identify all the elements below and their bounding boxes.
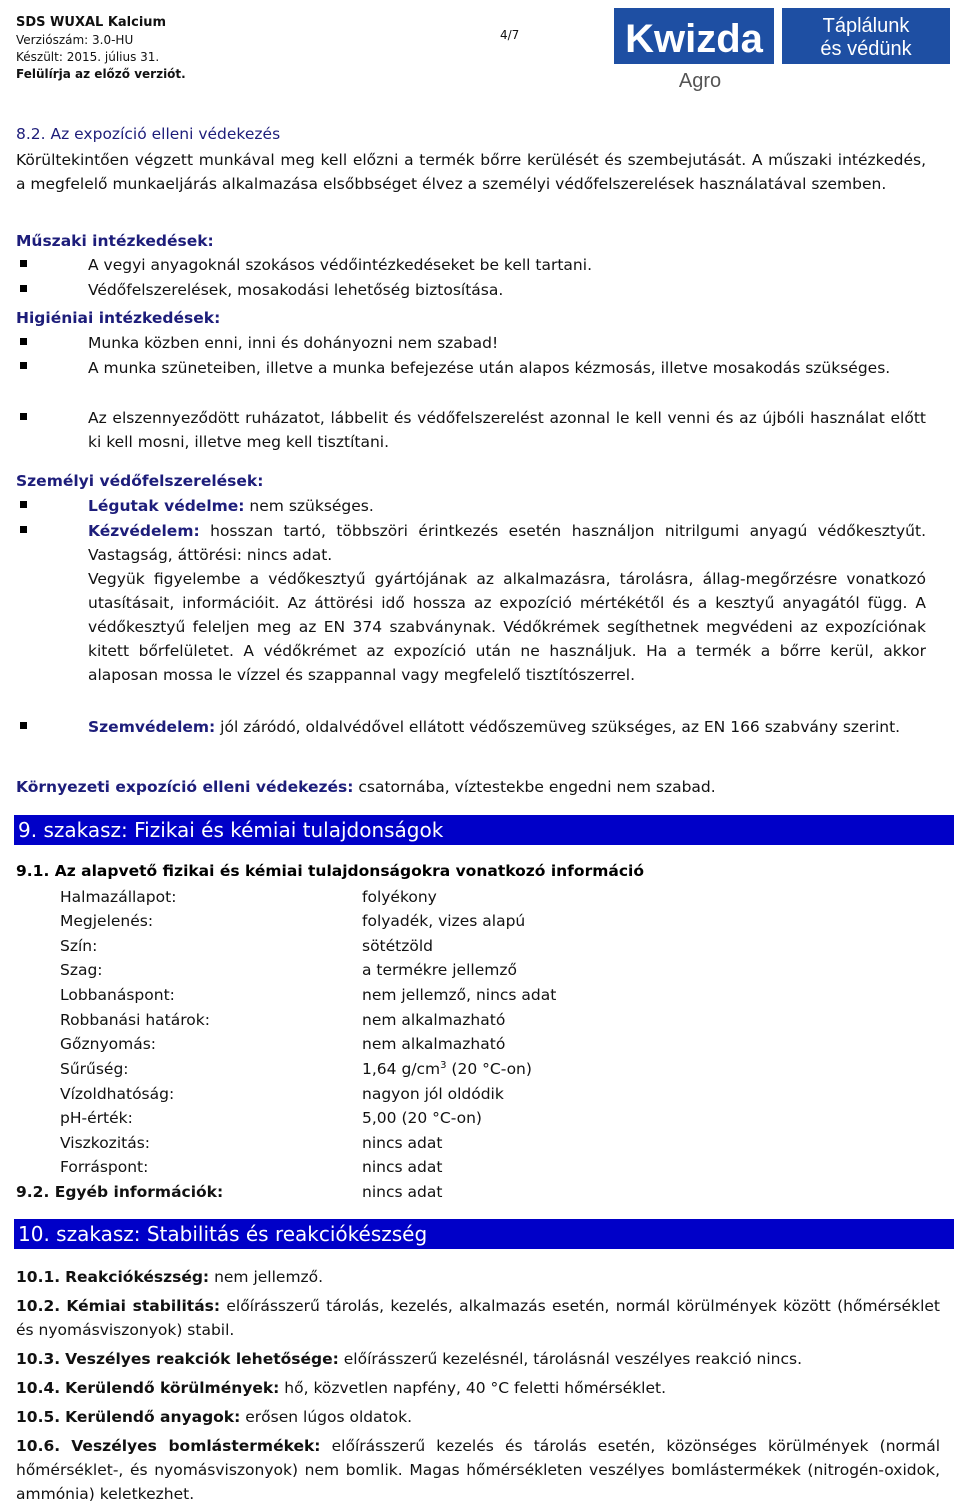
property-label: pH-érték: xyxy=(60,1109,133,1127)
property-label: Forráspont: xyxy=(60,1158,149,1176)
property-label: Gőznyomás: xyxy=(60,1035,157,1053)
technical-measure-item: Védőfelszerelések, mosakodási lehetőség biztosítása. xyxy=(88,281,504,299)
item-label: Kémiai stabilitás: xyxy=(66,1297,221,1315)
environmental-exposure xyxy=(16,775,926,799)
bullet-icon xyxy=(20,338,27,345)
section-8-2-intro: Körültekintően végzett munkával meg kell előzni a termék bőrre kerülését és szembejutását. A műszaki intézkedés, a megfelelő munkaeljárás alkalmazása elsőbbséget élvez a személyi védőfelszerelések használatával szemben. xyxy=(16,151,926,193)
section-9-header: 9. szakasz: Fizikai és kémiai tulajdonságok xyxy=(14,815,954,845)
section-10-item xyxy=(16,1376,940,1400)
item-label: Kerülendő anyagok: xyxy=(65,1408,241,1426)
property-label: Robbanási határok: xyxy=(60,1011,210,1029)
item-text: hő, közvetlen napfény, 40 °C feletti hőmérséklet. xyxy=(279,1379,667,1397)
section-8-2-title: 8.2. Az expozíció elleni védekezés xyxy=(16,125,281,143)
item-text: nem jellemző. xyxy=(209,1268,324,1286)
respiratory-text: nem szükséges. xyxy=(244,497,374,515)
document-header xyxy=(16,14,186,83)
technical-measure-item: A vegyi anyagoknál szokásos védőintézkedéseket be kell tartani. xyxy=(88,256,592,274)
hygiene-measures-title: Higiéniai intézkedések: xyxy=(16,309,221,327)
density-number: 1,64 g/cm xyxy=(362,1060,441,1078)
property-value: nincs adat xyxy=(362,1134,443,1152)
property-label: Megjelenés: xyxy=(60,912,154,930)
property-value: 5,00 (20 °C-on) xyxy=(362,1109,482,1127)
bullet-icon xyxy=(20,260,27,267)
item-number: 10.2. xyxy=(16,1297,61,1315)
property-value: sötétzöld xyxy=(362,937,434,955)
eye-label: Szemvédelem: xyxy=(88,718,216,736)
section-10-item xyxy=(16,1294,940,1342)
hygiene-item: Az elszennyeződött ruházatot, lábbelit és védőfelszerelést azonnal le kell venni és az újbóli használat előtt ki kell mosni, illetve meg kell tisztítani. xyxy=(88,409,926,451)
creation-date: Készült: 2015. július 31. xyxy=(16,50,160,64)
property-value: nincs adat xyxy=(362,1158,443,1176)
section-10-item xyxy=(16,1405,940,1429)
hand-label: Kézvédelem: xyxy=(88,522,200,540)
page-number: 4/7 xyxy=(500,28,520,42)
property-value: folyékony xyxy=(362,888,437,906)
item-label: Veszélyes bomlástermékek: xyxy=(71,1437,321,1455)
property-value: nagyon jól oldódik xyxy=(362,1085,504,1103)
other-info-label: 9.2. Egyéb információk: xyxy=(16,1183,224,1201)
property-label: Halmazállapot: xyxy=(60,888,177,906)
hygiene-item: Munka közben enni, inni és dohányozni nem szabad! xyxy=(88,334,499,352)
section-10-item xyxy=(16,1434,940,1506)
hand-protection xyxy=(88,519,926,567)
item-label: Kerülendő körülmények: xyxy=(65,1379,280,1397)
section-10-header: 10. szakasz: Stabilitás és reakciókészség xyxy=(14,1219,954,1249)
product-name: SDS WUXAL Kalcium xyxy=(16,15,167,30)
density-superscript: 3 xyxy=(440,1059,447,1071)
technical-measures-title: Műszaki intézkedések: xyxy=(16,232,214,250)
item-number: 10.5. xyxy=(16,1408,61,1426)
property-label: Sűrűség: xyxy=(60,1060,129,1078)
item-text: előírásszerű kezelésnél, tárolásnál veszélyes reakció nincs. xyxy=(338,1350,803,1368)
item-text: előírásszerű kezelés és tárolás esetén, közönséges körülmények (normál hőmérséklet-, és nyomásviszonyok) nem bomlik. Magas hőmérsékleten veszélyes bomlástermékek (nitrogén-oxidok, ammónia) keletkezhet. xyxy=(16,1437,941,1503)
supersedes-note: Felülírja az előző verziót. xyxy=(16,67,186,81)
version-number: Verziószám: 3.0-HU xyxy=(16,33,134,47)
item-label: Reakciókészség: xyxy=(65,1268,210,1286)
environmental-text: csatornába, víztestekbe engedni nem szabad. xyxy=(353,778,716,796)
section-10-item xyxy=(16,1265,940,1289)
item-number: 10.1. xyxy=(16,1268,61,1286)
logo-brand: Kwizda xyxy=(625,17,763,61)
other-info-value: nincs adat xyxy=(362,1183,443,1201)
kwizda-agro-logo xyxy=(614,8,950,98)
property-value: a termékre jellemző xyxy=(362,961,517,979)
item-text: erősen lúgos oldatok. xyxy=(240,1408,413,1426)
property-label: Szag: xyxy=(60,961,103,979)
bullet-icon xyxy=(20,285,27,292)
density-temperature: (20 °C-on) xyxy=(446,1060,532,1078)
respiratory-label: Légutak védelme: xyxy=(88,497,245,515)
hygiene-item: A munka szüneteiben, illetve a munka befejezése után alapos kézmosás, illetve mosakodás szükséges. xyxy=(88,359,891,377)
bullet-icon xyxy=(20,362,27,369)
item-number: 10.3. xyxy=(16,1350,61,1368)
item-label: Veszélyes reakciók lehetősége: xyxy=(65,1350,339,1368)
property-value: nem alkalmazható xyxy=(362,1035,506,1053)
section-9-1-title: 9.1. Az alapvető fizikai és kémiai tulajdonságokra vonatkozó információ xyxy=(16,862,644,880)
density-value xyxy=(362,1057,532,1081)
item-text: előírásszerű tárolás, kezelés, alkalmazás esetén, normál körülmények között (hőmérséklet és nyomásviszonyok) stabil. xyxy=(16,1297,940,1339)
eye-text: jól záródó, oldalvédővel ellátott védőszemüveg szükséges, az EN 166 szabvány szerint. xyxy=(215,718,901,736)
logo-tagline-1: Táplálunk xyxy=(822,15,910,37)
hand-protection-details: Vegyük figyelembe a védőkesztyű gyártójának az alkalmazásra, tárolásra, állag-megőrzésre vonatkozó utasításait, információit. Az áttörési idő hossza az expozíció mértékétől és a kesztyű anyagától függ. A védőkesztyű feleljen meg az EN 374 szabványnak. Védőkrémek segíthetnek megvédeni az expozíciónak kitett bőrfelületet. A védőkrémet az expozíció után ne használjuk. Ha a termék a bőrre kerül, akkor alaposan mossa le vízzel és szappannal vagy megfelelő tisztítószerrel. xyxy=(88,570,926,684)
property-label: Szín: xyxy=(60,937,98,955)
property-value: folyadék, vizes alapú xyxy=(362,912,526,930)
section-10-item xyxy=(16,1347,940,1371)
property-label: Vízoldhatóság: xyxy=(60,1085,175,1103)
property-label: Viszkozitás: xyxy=(60,1134,151,1152)
respiratory-protection xyxy=(88,494,926,518)
ppe-title: Személyi védőfelszerelések: xyxy=(16,472,264,490)
property-label: Lobbanáspont: xyxy=(60,986,175,1004)
bullet-icon xyxy=(20,501,27,508)
logo-tagline-2: és védünk xyxy=(820,38,912,60)
environmental-label: Környezeti expozíció elleni védekezés: xyxy=(16,778,354,796)
bullet-icon xyxy=(20,413,27,420)
logo-division: Agro xyxy=(678,70,722,92)
bullet-icon xyxy=(20,526,27,533)
bullet-icon xyxy=(20,722,27,729)
item-number: 10.6. xyxy=(16,1437,61,1455)
item-number: 10.4. xyxy=(16,1379,61,1397)
property-value: nem alkalmazható xyxy=(362,1011,506,1029)
hand-text: hosszan tartó, többszöri érintkezés esetén használjon nitrilgumi anyagú védőkesztyűt. Vastagság, áttörési: nincs adat. xyxy=(88,522,926,564)
eye-protection xyxy=(88,715,926,739)
property-value: nem jellemző, nincs adat xyxy=(362,986,557,1004)
